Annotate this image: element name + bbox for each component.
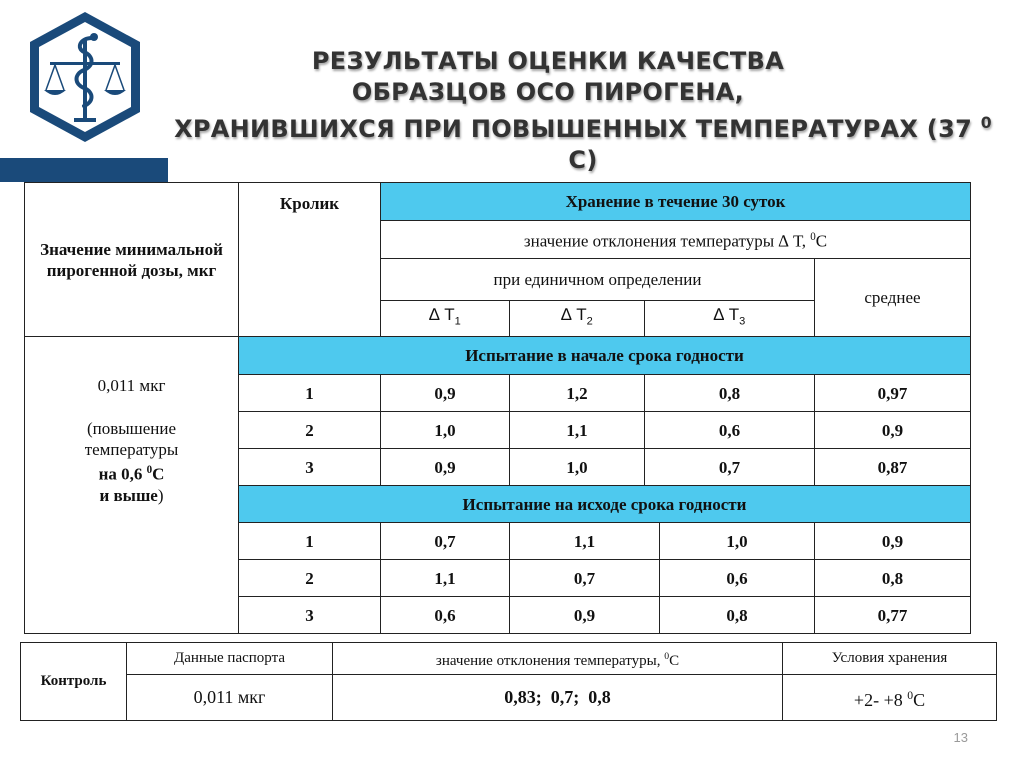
t1-cell: 0,9 (381, 449, 510, 486)
page-number: 13 (953, 730, 968, 745)
t3-cell: 0,8 (660, 597, 815, 634)
t2-cell: 0,9 (510, 597, 660, 634)
rabbit-cell: 3 (239, 449, 381, 486)
accent-bar (0, 158, 168, 182)
t3-cell: 1,0 (660, 523, 815, 560)
rabbit-cell: 1 (239, 523, 381, 560)
passport-value: 0,011 мкг (127, 675, 333, 721)
t1-cell: 0,6 (381, 597, 510, 634)
mean-cell: 0,9 (815, 523, 971, 560)
dose-note-2: температуры (84, 440, 179, 459)
control-label: Контроль (21, 643, 127, 721)
control-table (20, 642, 997, 721)
rabbit-cell: 2 (239, 560, 381, 597)
deviation-header: значение отклонения температуры ∆ Т, $^0$С (381, 221, 971, 259)
storage-conditions-value: +2- +8 $^0$С (783, 675, 997, 721)
title-line-3: ХРАНИВШИХСЯ ПРИ ПОВЫШЕННЫХ ТЕМПЕРАТУРАХ (37 $^0$ С) (174, 114, 992, 174)
passport-header: Данные паспорта (127, 643, 333, 675)
mean-cell: 0,8 (815, 560, 971, 597)
dt3-header: ∆ $Т_3$ (645, 301, 815, 337)
results-table (24, 182, 971, 634)
t1-cell: 0,9 (381, 375, 510, 412)
dose-note-1: (повышение (86, 419, 177, 438)
section-end-header: Испытание на исходе срока годности (239, 486, 971, 523)
t2-cell: 0,7 (510, 560, 660, 597)
mean-cell: 0,77 (815, 597, 971, 634)
t2-cell: 1,2 (510, 375, 645, 412)
rabbit-cell: 2 (239, 412, 381, 449)
rabbit-cell: 1 (239, 375, 381, 412)
organization-logo (22, 8, 148, 146)
storage-header: Хранение в течение 30 суток (381, 183, 971, 221)
mean-cell: 0,9 (815, 412, 971, 449)
control-deviation-value: 0,83; 0,7; 0,8 (333, 675, 783, 721)
section-start-header: Испытание в начале срока годности (239, 337, 971, 375)
t1-cell: 0,7 (381, 523, 510, 560)
t1-cell: 1,0 (381, 412, 510, 449)
mean-cell: 0,97 (815, 375, 971, 412)
t3-cell: 0,6 (660, 560, 815, 597)
control-deviation-header: значение отклонения температуры, $^0$С (333, 643, 783, 675)
t3-cell: 0,6 (645, 412, 815, 449)
dose-note-4: и выше) (99, 485, 164, 505)
dose-note-3: на 0,6 $^0$С (98, 464, 165, 484)
mean-cell: 0,87 (815, 449, 971, 486)
slide-title (150, 46, 1006, 176)
dose-value-cell (25, 337, 239, 634)
t2-cell: 1,0 (510, 449, 645, 486)
dose-value: 0,011 мкг (97, 376, 166, 395)
storage-conditions-header: Условия хранения (783, 643, 997, 675)
caduceus-scales-logo-icon (22, 8, 148, 146)
rabbit-cell: 3 (239, 597, 381, 634)
rabbit-column-header: Кролик (239, 183, 381, 337)
title-line-2: ОБРАЗЦОВ ОСО ПИРОГЕНА, (351, 78, 745, 106)
t3-cell: 0,7 (645, 449, 815, 486)
t1-cell: 1,1 (381, 560, 510, 597)
dt2-header: ∆ $Т_2$ (510, 301, 645, 337)
dose-column-header: Значение минимальной пирогенной дозы, мкг (25, 183, 239, 337)
t2-cell: 1,1 (510, 412, 645, 449)
t2-cell: 1,1 (510, 523, 660, 560)
title-line-1: РЕЗУЛЬТАТЫ ОЦЕНКИ КАЧЕСТВА (311, 47, 785, 75)
mean-header: среднее (815, 259, 971, 337)
t3-cell: 0,8 (645, 375, 815, 412)
dt1-header: ∆ $Т_1$ (381, 301, 510, 337)
single-determination-header: при единичном определении (381, 259, 815, 301)
